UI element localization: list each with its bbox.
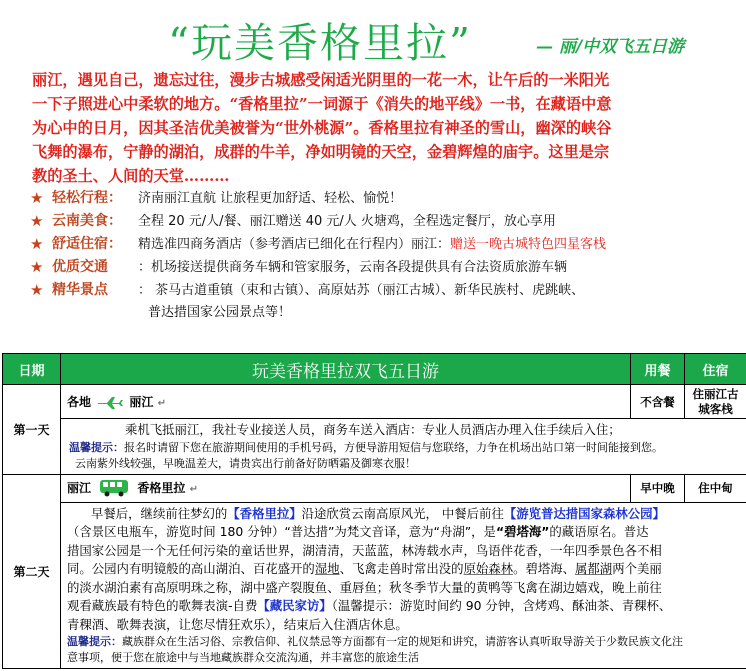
return-mark-icon: ↵ — [157, 398, 166, 409]
intro-paragraph — [32, 68, 746, 188]
feature-text-main: 精选准四商务酒店（参考酒店已细化在行程内）丽江： — [138, 237, 451, 252]
day2-text: 。碧塔海、 — [513, 561, 576, 576]
feature-text-highlight: 赠送一晚古城特色四星客栈 — [450, 237, 607, 252]
day2-tip-2: 意事项，便于您在旅途中与当地藏族群众交流沟通，并丰富您的旅途生活 — [67, 651, 419, 664]
feature-item — [30, 256, 746, 279]
header-title: 玩美香格里拉双飞五日游 — [61, 354, 631, 385]
day1-route-row — [3, 385, 746, 419]
day1-desc-row — [3, 419, 746, 475]
feature-text: ：机场接送提供商务车辆和管家服务，云南各段提供具有合法资质旅游车辆 — [138, 260, 568, 275]
day2-para-line — [67, 560, 742, 579]
page-title: “玩美香格里拉” — [168, 19, 472, 67]
day1-to: 丽江 — [129, 395, 154, 409]
star-icon: ★ — [30, 189, 44, 207]
feature-text: 全程 20 元/人/餐、丽江赠送 40 元/人 火塘鸡，全程选定餐厅，放心享用 — [138, 214, 556, 229]
day1-description — [61, 419, 746, 475]
day2-tip — [67, 634, 742, 650]
day2-desc-row — [3, 502, 746, 669]
intro-line: 教的圣土、人间的天堂……… — [32, 167, 230, 185]
star-icon: ★ — [30, 212, 44, 230]
feature-label: 优质交通 — [52, 259, 108, 275]
feature-item — [30, 233, 746, 256]
day2-highlight: 【藏民家访】 — [257, 598, 332, 613]
day2-underline: 属都湖 — [575, 561, 613, 576]
day2-tip-label: 温馨提示： — [67, 635, 122, 648]
header-date: 日期 — [3, 354, 61, 385]
feature-label: 云南美食： — [52, 213, 122, 229]
title-row — [0, 0, 746, 66]
feature-item — [30, 187, 746, 210]
day2-text: （含景区电瓶车，游览时间 180 分钟）“普达措”为梵文音译，意为“舟湖”，是 — [67, 524, 496, 539]
day2-to: 香格里拉 — [137, 480, 186, 495]
star-icon: ★ — [30, 235, 44, 253]
feature-list — [30, 187, 746, 324]
day2-meal: 早中晚 — [631, 474, 685, 502]
day2-route — [61, 474, 631, 502]
table-header-row — [3, 354, 746, 385]
day2-para-line: 措国家公园是一个无任何污染的童话世界，湖清清，天蓝蓝，林涛载水声，鸟语伴花香，一年四季景色各不相 — [67, 542, 662, 558]
day2-para-line — [67, 597, 742, 616]
day2-route-row — [3, 474, 746, 502]
day1-stay — [685, 385, 746, 419]
star-icon: ★ — [30, 258, 44, 276]
feature-text: 济南丽江直航 让旅程更加舒适、轻松、愉悦！ — [138, 191, 403, 206]
day2-text: 两个美丽 — [612, 561, 662, 576]
day1-label: 第一天 — [3, 385, 61, 475]
day1-tip-2: 云南紫外线较强，早晚温差大，请贵宾出行前备好防晒霜及御寒衣服！ — [75, 456, 416, 470]
bus-icon — [99, 479, 129, 497]
day2-from: 丽江 — [67, 480, 92, 495]
day2-description — [61, 502, 746, 669]
return-mark-icon: ↵ — [189, 483, 198, 495]
feature-text — [138, 233, 606, 256]
feature-text: ： 茶马古道重镇（束和古镇）、高原姑苏（丽江古城）、新华民族村、虎跳峡、 — [138, 283, 585, 298]
star-icon: ★ — [30, 281, 44, 299]
intro-line: 为心中的日月，因其圣洁优美被誉为“世外桃源”。香格里拉有神圣的雪山，幽深的峡谷 — [32, 119, 612, 137]
day2-text: 观看藏族最有特色的歌舞表演-自费 — [67, 598, 258, 613]
day2-highlight: 【香格里拉】 — [227, 505, 302, 521]
page-subtitle: — 丽/中双飞五日游 — [536, 37, 685, 57]
day2-para-line — [67, 523, 742, 542]
feature-continued: 普达措国家公园景点等！ — [148, 305, 292, 320]
day2-text: 同。公园内有明镜般的高山湖泊、百花盛开的 — [67, 561, 315, 576]
day1-stay-line: 城客栈 — [698, 401, 733, 416]
day1-from: 各地 — [67, 395, 92, 409]
day2-label: 第二天 — [3, 474, 61, 669]
header-stay: 住宿 — [685, 354, 746, 385]
intro-line: 飞舞的瀑布，宁静的湖泊，成群的牛羊，净如明镜的天空，金碧辉煌的庙宇。这里是宗 — [32, 143, 610, 161]
day2-text: 的藏语原名。普达 — [549, 524, 649, 539]
feature-label: 舒适住宿： — [52, 236, 122, 252]
day2-text: 早餐后，继续前往梦幻的 — [91, 505, 228, 521]
feature-label: 精华景点 — [52, 282, 108, 298]
day1-meal: 不含餐 — [631, 385, 685, 419]
day1-tip — [69, 440, 742, 456]
day1-desc-text: 乘机飞抵丽江，我社专业接送人员，商务车送入酒店：专业人员酒店办理入住手续后入住； — [125, 422, 621, 437]
day1-stay-line: 住丽江古 — [692, 386, 739, 401]
day1-route — [61, 385, 631, 419]
header-meal: 用餐 — [631, 354, 685, 385]
feature-item — [30, 210, 746, 233]
day2-tip-text: 藏族群众在生活习俗、宗教信仰、礼仪禁忌等方面都有一定的规矩和讲究，请游客认真听取导游关于少数民族文化注 — [122, 635, 683, 648]
day2-para-line: 的淡水湖泊素有高原明珠之称，湖中盛产裂腹鱼、重唇鱼；秋冬季节大量的黄鸭等飞禽在湖边嬉戏，晚上前往 — [67, 579, 662, 595]
day2-text: 沿途欣赏云南高原风光， 中餐后前往 — [301, 505, 504, 521]
intro-line: 丽江，遇见自己，遗忘过往，漫步古城感受闲适光阴里的一花一木，让午后的一米阳光 — [32, 71, 610, 89]
plane-icon — [97, 396, 123, 410]
day2-text: 、飞禽走兽时常出没的 — [339, 561, 464, 576]
day2-underline: 湿地 — [314, 561, 340, 576]
day1-tip-text: 报名时请留下您在旅游期间使用的手机号码，方便导游用短信与您联络，力争在机场出站口第一时间能接到您。 — [124, 440, 663, 454]
day2-para-line — [67, 505, 742, 524]
feature-item — [30, 279, 746, 302]
day2-highlight: 【游览普达措国家森林公园】 — [503, 505, 665, 521]
day1-tip-label: 温馨提示： — [69, 440, 124, 454]
itinerary-table — [2, 353, 746, 669]
intro-line: 一下子照进心中柔软的地方。“香格里拉”一词源于《消失的地平线》一书，在藏语中意 — [32, 95, 612, 113]
day2-bold: “碧塔海” — [495, 524, 550, 539]
day2-underline: 原始森林 — [463, 561, 514, 576]
day2-para-line: 青稞酒、歌舞表演，让您尽情狂欢乐），结束后入住酒店休息。 — [67, 616, 408, 632]
feature-label: 轻松行程： — [52, 190, 122, 206]
day2-stay: 住中甸 — [685, 474, 746, 502]
day2-text: （温馨提示：游览时间约 90 分钟，含烤鸡、酥油茶、青稞杯、 — [331, 598, 672, 613]
